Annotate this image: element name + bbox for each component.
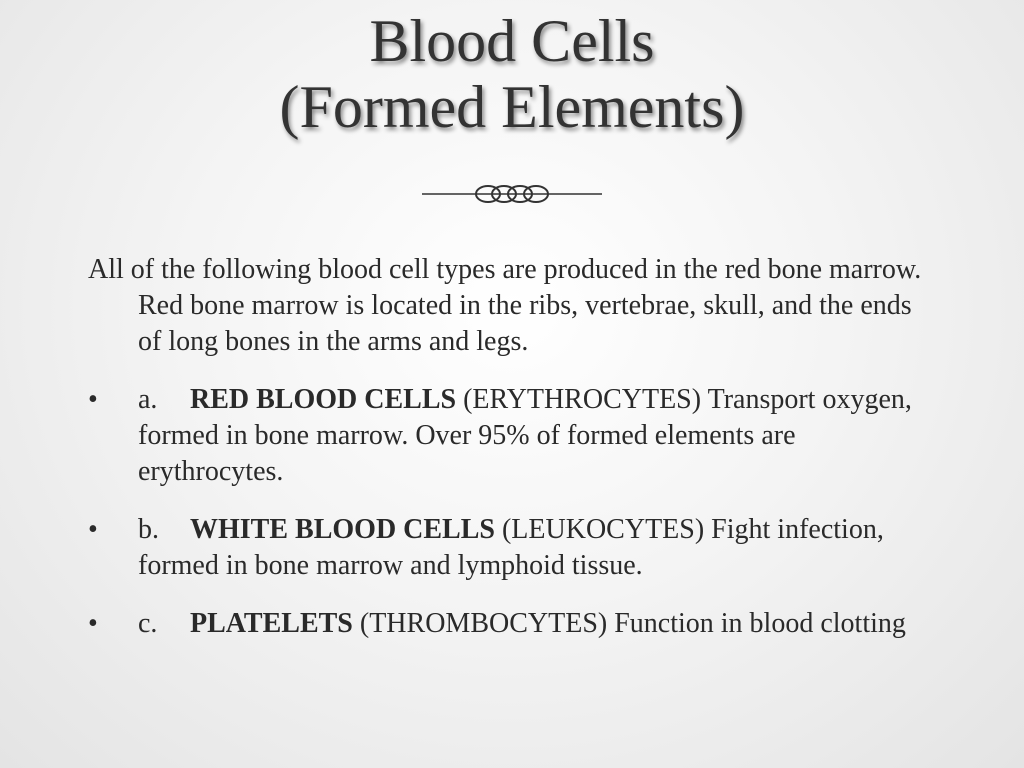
item-letter: b. [138, 514, 159, 545]
intro-paragraph: All of the following blood cell types are produced in the red bone marrow. Red bone marrow is located in the ribs, vertebrae, skull, and the ends of long bones in the arms and legs. [88, 254, 922, 357]
list-item-platelets [88, 606, 938, 642]
item-description: (ERYTHROCYTES) Transport oxygen, formed in bone marrow. Over 95% of formed elements are erythrocytes. [138, 384, 912, 487]
item-term: PLATELETS [190, 608, 353, 639]
item-description: (LEUKOCYTES) Fight infection, formed in bone marrow and lymphoid tissue. [138, 514, 884, 581]
slide-body [88, 252, 938, 664]
list-item-white-blood-cells [88, 512, 938, 584]
item-description: (THROMBOCYTES) Function in blood clotting [352, 608, 906, 639]
ornament-divider-icon [420, 180, 604, 208]
item-term: WHITE BLOOD CELLS [190, 514, 495, 545]
list-item-red-blood-cells [88, 382, 938, 490]
item-letter: a. [138, 384, 158, 415]
title-line-2: (Formed Elements) [279, 74, 745, 140]
slide-title [0, 8, 1024, 140]
title-line-1: Blood Cells [369, 8, 655, 74]
bullet: • [88, 514, 98, 545]
bullet: • [88, 384, 98, 415]
item-letter: c. [138, 608, 158, 639]
item-term: RED BLOOD CELLS [190, 384, 457, 415]
bullet: • [88, 608, 98, 639]
